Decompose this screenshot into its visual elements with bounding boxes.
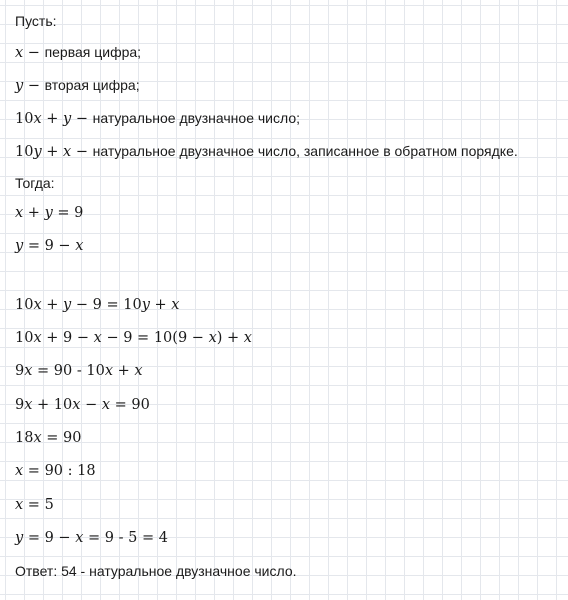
- equation-line: [15, 528, 168, 547]
- equation-line: [15, 295, 179, 314]
- math-expression: 10x + y −: [15, 111, 88, 127]
- line-text: Пусть:: [15, 13, 57, 29]
- math-expression: x −: [15, 45, 40, 61]
- definition-line: [15, 76, 140, 95]
- equation-line: [15, 495, 54, 514]
- math-expression: x = 90 : 18: [15, 463, 96, 479]
- definition-line: [15, 142, 518, 161]
- math-expression: y = 9 − x = 9 - 5 = 4: [15, 530, 168, 546]
- definition-line: [15, 43, 141, 62]
- definition-line: [15, 109, 300, 128]
- answer-line: [15, 562, 297, 580]
- line-text: натуральное двузначное число;: [92, 110, 300, 126]
- answer-text: Ответ: 54 - натуральное двузначное число.: [15, 563, 297, 579]
- equation-line: [15, 203, 83, 222]
- math-expression: x = 5: [15, 497, 54, 513]
- math-expression: y −: [15, 78, 40, 94]
- text-line: [15, 12, 57, 30]
- text-line: [15, 174, 55, 192]
- math-expression: 10x + 9 − x − 9 = 10(9 − x) + x: [15, 330, 252, 346]
- equation-line: [15, 395, 150, 414]
- line-text: первая цифра;: [44, 44, 142, 60]
- line-text: Тогда:: [15, 175, 55, 191]
- math-expression: 9x = 90 - 10x + x: [15, 363, 143, 379]
- line-text: вторая цифра;: [44, 77, 140, 93]
- math-expression: 10x + y − 9 = 10y + x: [15, 297, 180, 313]
- equation-line: [15, 461, 96, 480]
- math-expression: y = 9 − x: [15, 238, 84, 254]
- math-expression: 18x = 90: [15, 430, 82, 446]
- equation-line: [15, 361, 143, 380]
- math-expression: 9x + 10x − x = 90: [15, 397, 150, 413]
- math-expression: x + y = 9: [15, 205, 84, 221]
- equation-line: [15, 236, 83, 255]
- math-expression: 10y + x −: [15, 144, 88, 160]
- equation-line: [15, 328, 252, 347]
- equation-line: [15, 428, 82, 447]
- line-text: натуральное двузначное число, записанное в обратном порядке.: [92, 143, 518, 159]
